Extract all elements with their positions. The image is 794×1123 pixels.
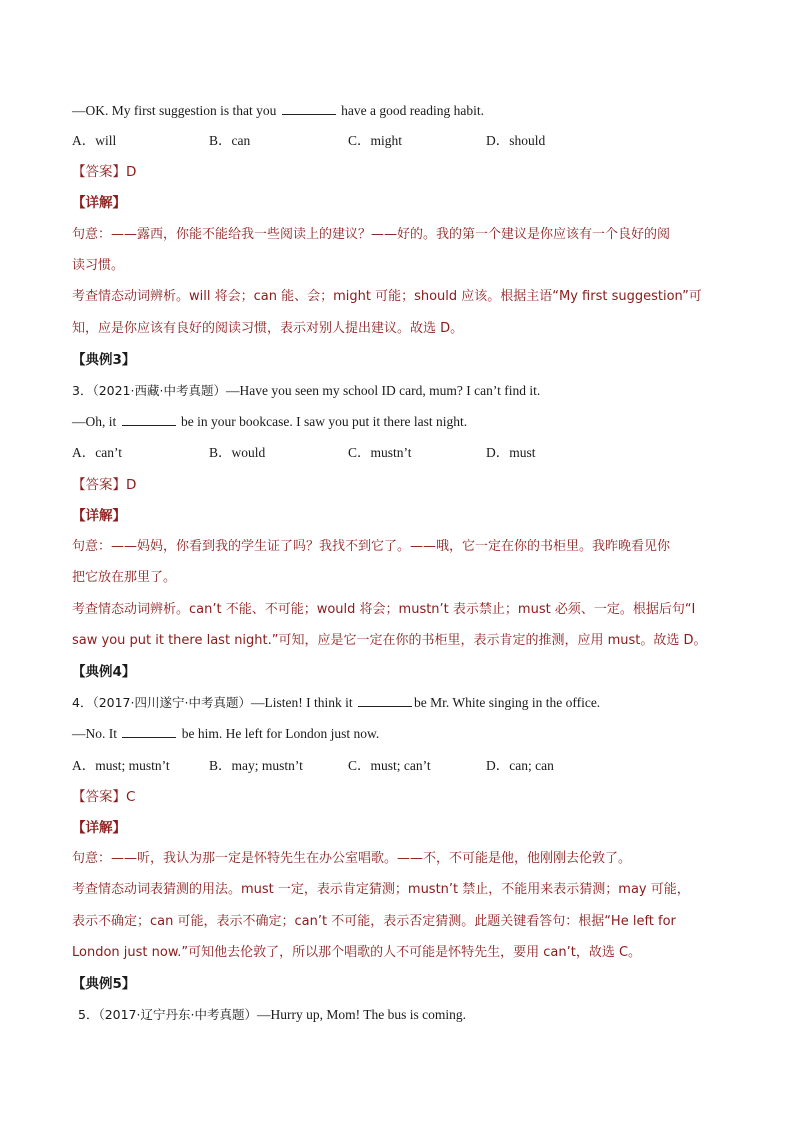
ex4-explain-line1: 句意：——听，我认为那一定是怀特先生在办公室唱歌。——不，不可能是他，他刚刚去伦敦了。 (72, 851, 632, 866)
ex3-question-line1: 3．（2021·西藏·中考真题）—Have you seen my school ID card, mum? I can’t find it. (72, 383, 541, 398)
ex4-option-a: A．must; mustn’t (72, 758, 170, 773)
ex4-answer: 【答案】C (72, 789, 136, 805)
ex3-analysis-line2: saw you put it there last night.”可知，应是它一定在你的书柜里，表示肯定的推测，应用 must。故选 D。 (72, 633, 707, 648)
ex3-question-line2: —Oh, it be in your bookcase. I saw you put it there last night. (72, 414, 468, 429)
example-5-header: 【典例5】 (72, 976, 136, 992)
q2-explain-line1: 句意：——露西，你能不能给我一些阅读上的建议？——好的。我的第一个建议是你应该有一个良好的阅 (72, 227, 671, 242)
q2-explain-line2: 读习惯。 (72, 258, 125, 273)
ex4-analysis-line2: 表示不确定；can 可能，表示不确定；can’t 不可能，表示否定猜测。此题关键看答句：根据“He left for (72, 914, 676, 929)
ex3-option-a: A．can’t (72, 445, 122, 460)
ex3-option-d: D．must (486, 445, 536, 460)
ex4-option-c: C．must; can’t (348, 758, 431, 773)
q2-option-c: C．might (348, 133, 403, 148)
q2-analysis-line1: 考查情态动词辨析。will 将会；can 能、会；might 可能；should 应该。根据主语“My first suggestion”可 (72, 289, 702, 304)
ex3-analysis-line1: 考查情态动词辨析。can’t 不能、不可能；would 将会；mustn’t 表示禁止；must 必须、一定。根据后句“I (72, 602, 696, 617)
ex4-analysis-line3: London just now.”可知他去伦敦了，所以那个唱歌的人不可能是怀特先生，要用 can’t，故选 C。 (72, 945, 642, 960)
ex5-question-line1: 5．（2017·辽宁丹东·中考真题）—Hurry up, Mom! The bus is coming. (78, 1007, 466, 1022)
answer-blank (282, 102, 336, 115)
ex4-option-b: B．may; mustn’t (209, 758, 303, 773)
answer-blank (122, 413, 176, 426)
q2-option-a: A．will (72, 133, 117, 148)
answer-blank (122, 725, 176, 738)
answer-blank (358, 694, 412, 707)
ex4-question-line1: 4．（2017·四川遂宁·中考真题）—Listen! I think it be Mr. White singing in the office. (72, 695, 601, 710)
q2-option-d: D．should (486, 133, 546, 148)
ex3-explain-line2: 把它放在那里了。 (72, 570, 177, 585)
ex4-analysis-line1: 考查情态动词表猜测的用法。must 一定，表示肯定猜测；mustn’t 禁止，不能用来表示猜测；may 可能， (72, 882, 690, 897)
ex3-option-b: B．would (209, 445, 266, 460)
example-4-header: 【典例4】 (72, 664, 136, 680)
ex3-detail-label: 【详解】 (72, 508, 126, 524)
example-3-header: 【典例3】 (72, 352, 136, 368)
q2-detail-label: 【详解】 (72, 195, 126, 211)
q2-dialog-line: —OK. My first suggestion is that you have a good reading habit. (72, 103, 484, 118)
ex4-question-line2: —No. It be him. He left for London just now. (72, 726, 380, 741)
q2-option-b: B．can (209, 133, 251, 148)
q2-analysis-line2: 知，应是你应该有良好的阅读习惯，表示对别人提出建议。故选 D。 (72, 321, 464, 336)
ex4-option-d: D．can; can (486, 758, 554, 773)
ex3-answer: 【答案】D (72, 477, 137, 493)
ex3-explain-line1: 句意：——妈妈，你看到我的学生证了吗？我找不到它了。——哦，它一定在你的书柜里。我昨晚看见你 (72, 539, 671, 554)
ex4-detail-label: 【详解】 (72, 820, 126, 836)
ex3-option-c: C．mustn’t (348, 445, 412, 460)
q2-answer: 【答案】D (72, 164, 137, 180)
